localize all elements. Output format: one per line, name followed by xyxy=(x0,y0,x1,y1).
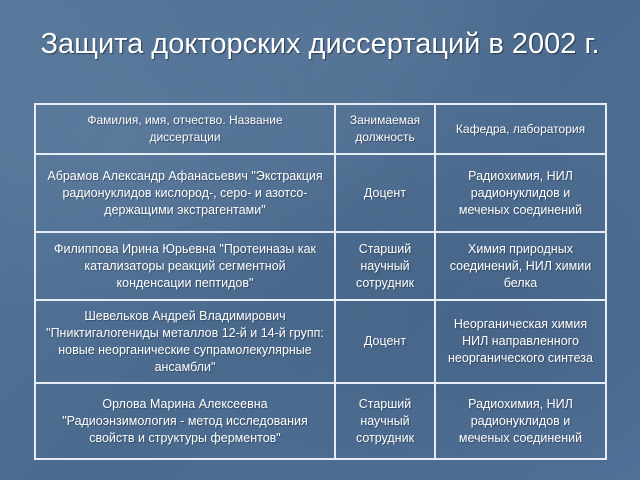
table-header-row xyxy=(35,104,606,154)
header-line: Кафедра, лаборатория xyxy=(455,121,586,136)
cell-name-title xyxy=(35,232,335,300)
table-row xyxy=(35,154,606,232)
header-line: Фамилия, имя, отчество. Название xyxy=(87,113,283,127)
header-name-title xyxy=(35,104,335,154)
cell-position xyxy=(335,383,435,459)
cell-line: белка xyxy=(503,275,538,290)
cell-name-title xyxy=(35,300,335,383)
cell-line: сотрудник xyxy=(355,275,415,290)
cell-line: Неорганическая химия xyxy=(453,317,588,331)
cell-line: катализаторы реакций сегментной xyxy=(84,258,286,273)
cell-line: "Пниктигалогениды металлов 12-й и 14-й групп: xyxy=(46,325,324,340)
cell-line: держащими экстрагентами" xyxy=(104,202,266,217)
cell-line: Абрамов Александр Афанасьевич "Экстракция xyxy=(47,168,323,183)
cell-name-title xyxy=(35,383,335,459)
cell-line: Доцент xyxy=(363,185,407,200)
cell-line: новые неорганические супрамолекулярные xyxy=(58,342,312,357)
cell-line: Радиохимия, НИЛ xyxy=(468,396,573,411)
cell-name-title xyxy=(35,154,335,232)
cell-department xyxy=(435,300,606,383)
table-row xyxy=(35,383,606,459)
dissertations-table xyxy=(34,103,607,460)
cell-line: НИЛ направленного xyxy=(462,334,579,348)
cell-line: соединений, НИЛ химии xyxy=(449,258,592,273)
cell-line: научный xyxy=(360,413,410,428)
header-line: диссертации xyxy=(149,130,221,144)
cell-position xyxy=(335,300,435,383)
cell-department xyxy=(435,154,606,232)
cell-line: меченых соединений xyxy=(458,202,583,217)
cell-line: Шевельков Андрей Владимирович xyxy=(84,308,286,323)
cell-line: радионуклидов и xyxy=(470,185,571,200)
cell-line: ансамбли" xyxy=(154,359,216,374)
slide-title: Защита докторских диссертаций в 2002 г. xyxy=(40,28,600,60)
header-position xyxy=(335,104,435,154)
cell-department xyxy=(435,383,606,459)
cell-position xyxy=(335,154,435,232)
cell-line: неорганического синтеза xyxy=(448,351,593,365)
cell-line: "Радиоэнзимология - метод исследования xyxy=(62,413,308,428)
cell-line: меченых соединений xyxy=(458,430,583,445)
cell-line: Орлова Марина Алексеевна xyxy=(102,396,268,411)
header-department xyxy=(435,104,606,154)
cell-line: Доцент xyxy=(363,334,407,348)
header-line: должность xyxy=(355,130,415,144)
cell-line: научный xyxy=(360,258,410,273)
table-row xyxy=(35,300,606,383)
cell-line: конденсации пептидов" xyxy=(116,275,254,290)
cell-line: Химия природных xyxy=(468,241,573,256)
cell-line: радионуклидов кислород-, серо- и азотсо- xyxy=(62,185,308,200)
header-line: Занимаемая xyxy=(349,113,421,127)
cell-position xyxy=(335,232,435,300)
table-row xyxy=(35,232,606,300)
cell-line: радионуклидов и xyxy=(470,413,571,428)
cell-line: сотрудник xyxy=(355,430,415,445)
cell-line: Радиохимия, НИЛ xyxy=(468,168,573,183)
cell-line: Старший xyxy=(358,241,412,256)
cell-department xyxy=(435,232,606,300)
cell-line: свойств и структуры ферментов" xyxy=(89,430,281,445)
cell-line: Старший xyxy=(358,396,412,411)
cell-line: Филиппова Ирина Юрьевна "Протеиназы как xyxy=(53,241,317,256)
